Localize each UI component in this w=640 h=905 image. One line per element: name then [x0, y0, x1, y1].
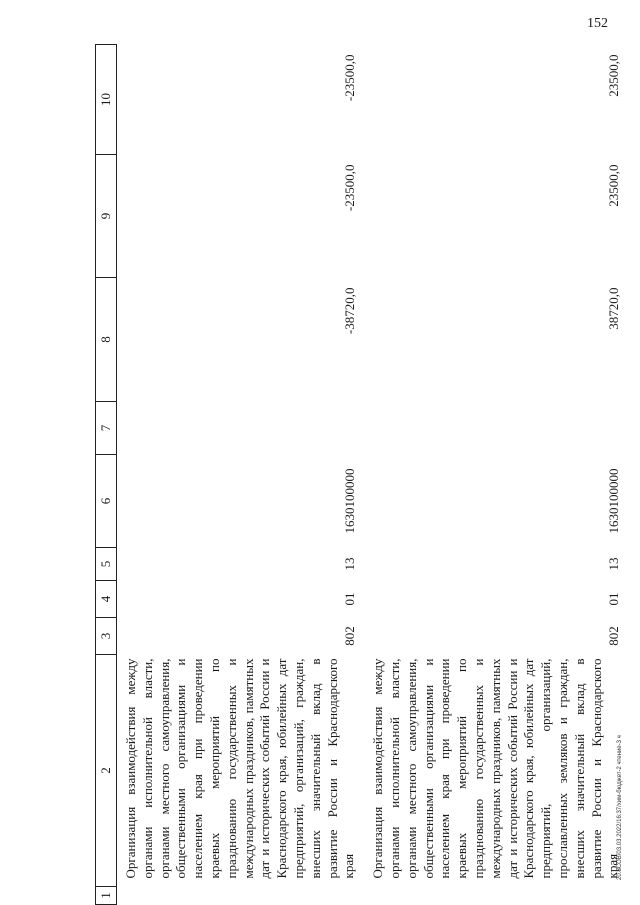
section-code: 01 [606, 592, 622, 606]
amount-col8: 38720,0 [606, 287, 622, 330]
page-number: 152 [587, 16, 608, 31]
row-description: Организация взаимодействия между органами исполнительной власти, органами местного самоуправления, общественными организациями и населением края при проведении краевых мероприятий по празднованию государственных и международных праздников, памятных дат и исторических событий России и Краснодарского края, юбилейных дат предприятий, организаций, граждан, внесших значительный вклад в развитие России и Краснодарского края [123, 658, 357, 879]
column-header-8: 8 [96, 278, 117, 402]
subsection-code: 13 [606, 557, 622, 571]
ministry-code: 802 [342, 626, 358, 646]
column-header-5: 5 [96, 548, 117, 581]
column-header-2: 2 [96, 655, 117, 887]
column-header-10: 10 [96, 45, 117, 155]
expense-type-code [364, 402, 628, 455]
target-article-code: 1630100000 [342, 468, 358, 534]
row-description: Организация взаимодействия между органами исполнительной власти, органами местного самоуправления, общественными организациями и населением края при проведении краевых мероприятий по празднованию государственных и международных праздников, памятных дат и исторических событий России и Краснодарского края, юбилейных дат предприятий, организаций, прославленных земляков и граждан, внесших значительный вклад в развитие России и Краснодарского края [370, 658, 621, 879]
amount-col9: 23500,0 [606, 164, 622, 207]
target-article-code: 1630100000 [606, 468, 622, 534]
table-row [364, 45, 628, 905]
amount-col9: -23500,0 [342, 164, 358, 212]
ministry-code: 802 [606, 626, 622, 646]
expense-type-code [117, 402, 365, 455]
subsection-code: 13 [342, 557, 358, 571]
table-row [117, 45, 365, 905]
column-header-4: 4 [96, 581, 117, 618]
amount-col10: 23500,0 [606, 54, 622, 97]
row-index-cell [364, 887, 628, 905]
budget-table-frame [95, 45, 625, 905]
section-code: 01 [342, 592, 358, 606]
amount-col10: -23500,0 [342, 54, 358, 102]
document-stamp: 20.ЗСОВ/03.03.2022/16:37/хим-бюджет-2 чтение-3 ч [617, 735, 623, 880]
row-index-cell [117, 887, 365, 905]
budget-table [95, 44, 628, 905]
column-header-6: 6 [96, 455, 117, 548]
amount-col8: -38720,0 [342, 287, 358, 335]
column-header-1: 1 [96, 887, 117, 905]
column-header-7: 7 [96, 402, 117, 455]
column-header-9: 9 [96, 155, 117, 278]
column-header-3: 3 [96, 618, 117, 655]
header-row [96, 45, 117, 905]
